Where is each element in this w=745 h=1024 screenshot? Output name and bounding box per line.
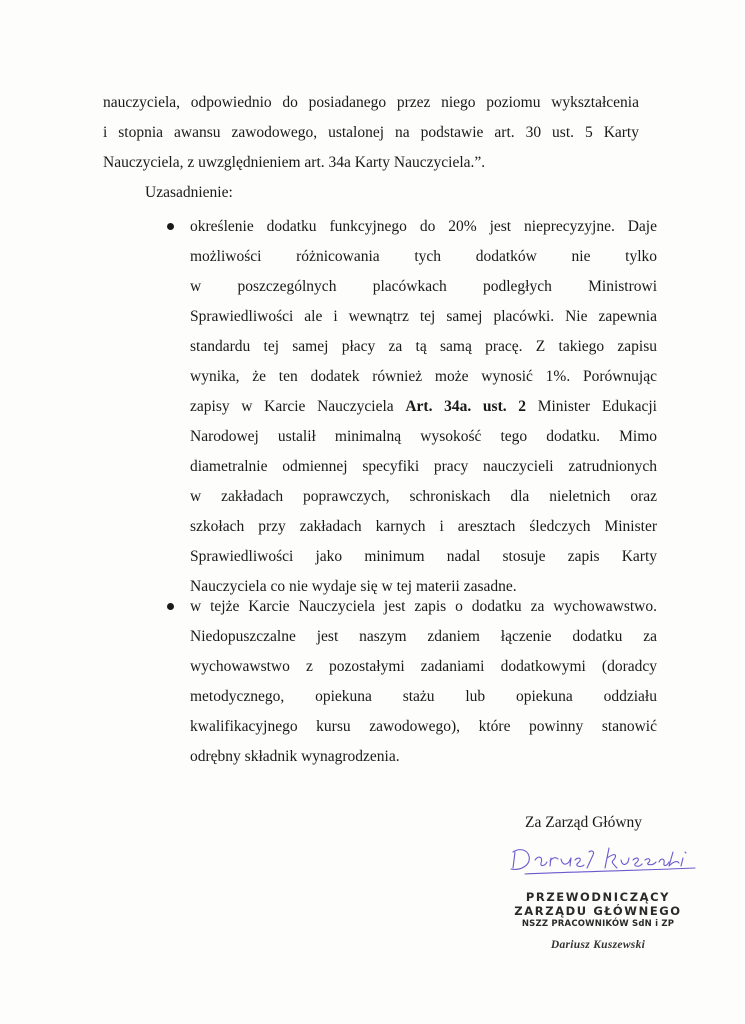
bullet-line <box>190 392 657 422</box>
za-zarzad-label: Za Zarząd Główny <box>525 814 643 831</box>
bullet-line <box>190 592 657 622</box>
line-segment: diametralnie odmiennej specyfiki pracy nauczycieli zatrudnionych <box>190 458 657 475</box>
stamp-organization-line: NSZZ PRACOWNIKÓW SdN i ZP <box>521 919 675 929</box>
bullet-line <box>190 542 657 572</box>
bullet-line <box>190 272 657 302</box>
line-segment: Sprawiedliwości ale i wewnątrz tej samej placówki. Nie zapewnia <box>190 308 657 325</box>
official-stamp <box>508 890 688 951</box>
line-segment: w zakładach poprawczych, schroniskach dla nieletnich oraz <box>190 488 657 505</box>
stamp-title-line: ZARZĄDU GŁÓWNEGO <box>514 904 682 918</box>
line-segment: kwalifikacyjnego kursu zawodowego), które powinny stanowić <box>190 718 657 735</box>
bullet-line <box>190 652 657 682</box>
bullet-line <box>190 302 657 332</box>
bullet-text <box>190 212 657 602</box>
line-segment: Narodowej ustalił minimalną wysokość tego dodatku. Mimo <box>190 428 657 445</box>
line-segment: określenie dodatku funkcyjnego do 20% jest nieprecyzyjne. Daje <box>190 218 657 235</box>
bullet-line <box>190 452 657 482</box>
line-segment: standardu tej samej płacy za tą samą pracę. Z takiego zapisu <box>190 338 657 355</box>
stamp-title-line: PRZEWODNICZĄCY <box>525 890 671 904</box>
line-segment: w tejże Karcie Nauczyciela jest zapis o dodatku za wychowawstwo. <box>190 598 657 615</box>
bullet-line <box>190 212 657 242</box>
line-segment: wynika, że ten dodatek również może wynosić 1%. Porównując <box>190 368 657 385</box>
line-segment: Sprawiedliwości jako minimum nadal stosuje zapis Karty <box>190 548 657 565</box>
bullet-line <box>190 482 657 512</box>
bullet-line <box>190 242 657 272</box>
line-segment: metodycznego, opiekuna stażu lub opiekuna oddziału <box>190 688 657 705</box>
line-segment: wychowawstwo z pozostałymi zadaniami dodatkowymi (doradcy <box>190 658 657 675</box>
intro-line: Nauczyciela, z uwzględnieniem art. 34a Karty Nauczyciela.”. <box>103 154 486 171</box>
bullet-dot-icon <box>167 223 174 230</box>
handwritten-signature-icon <box>505 838 705 878</box>
intro-line: i stopnia awansu zawodowego, ustalonej na podstawie art. 30 ust. 5 Karty <box>103 124 639 141</box>
bullet-line <box>190 512 657 542</box>
bullet-line <box>190 712 657 742</box>
line-segment: Nauczyciela co nie wydaje się w tej materii zasadne. <box>190 578 517 595</box>
line-segment: odrębny składnik wynagrodzenia. <box>190 748 400 765</box>
bullet-line <box>190 332 657 362</box>
stamp-name: Dariusz Kuszewski <box>550 939 646 951</box>
bullet-line <box>190 422 657 452</box>
bold-reference: Art. 34a. ust. 2 <box>405 398 527 415</box>
line-segment: Niedopuszczalne jest naszym zdaniem łączenie dodatku za <box>190 628 657 645</box>
intro-paragraph <box>103 88 639 178</box>
line-segment: Minister Edukacji <box>526 398 657 415</box>
bullet-line <box>190 362 657 392</box>
line-segment: możliwości różnicowania tych dodatków nie tylko <box>190 248 657 265</box>
bullet-text <box>190 592 657 772</box>
bullet-line <box>190 622 657 652</box>
line-segment: w poszczególnych placówkach podległych Ministrowi <box>190 278 657 295</box>
bullet-dot-icon <box>167 603 174 610</box>
line-segment: szkołach przy zakładach karnych i aresztach śledczych Minister <box>190 518 657 535</box>
line-segment: zapisy w Karcie Nauczyciela <box>190 398 406 415</box>
uzasadnienie-heading: Uzasadnienie: <box>145 184 233 201</box>
bullet-line <box>190 682 657 712</box>
intro-line: nauczyciela, odpowiednio do posiadanego przez niego poziomu wykształcenia <box>103 94 639 111</box>
bullet-line <box>190 742 657 772</box>
